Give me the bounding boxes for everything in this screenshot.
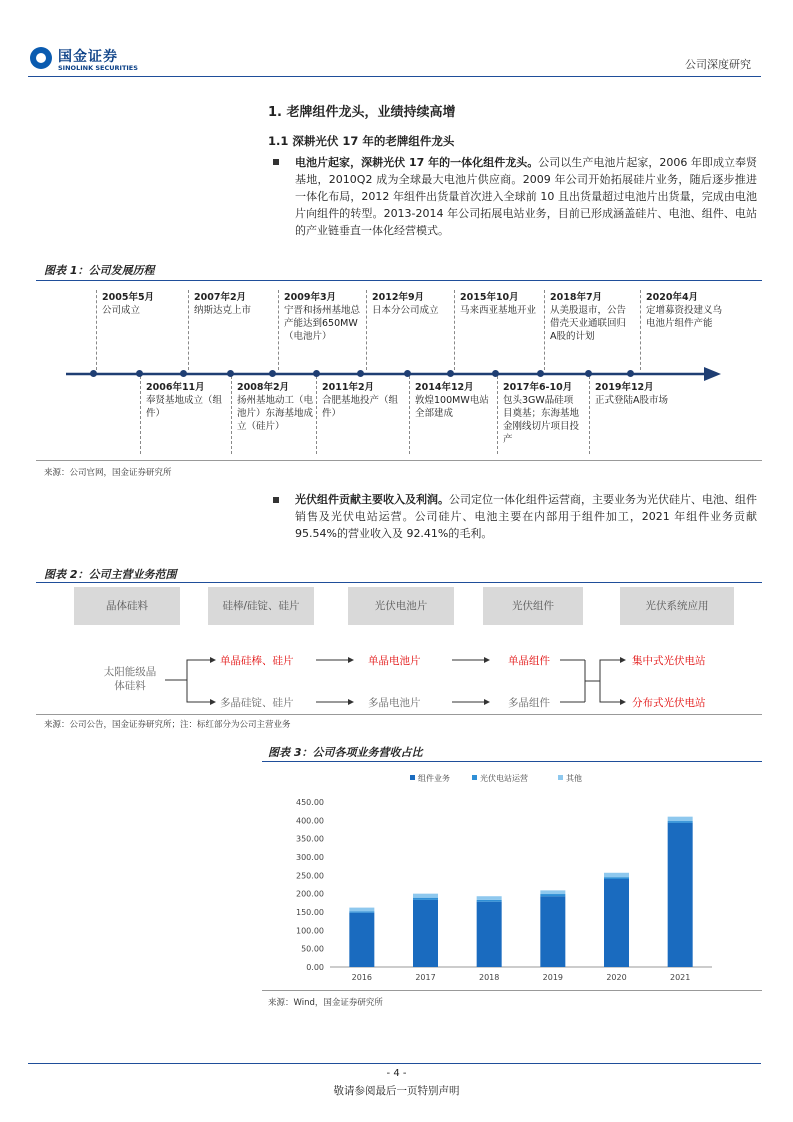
fig3-top-rule	[262, 761, 762, 762]
y-tick-label: 150.00	[296, 908, 324, 917]
event-date: 2012年9月	[372, 292, 425, 303]
bar-segment-1	[668, 821, 693, 823]
timeline-top-event	[284, 291, 362, 343]
bar-segment-0	[668, 823, 693, 967]
bar-segment-1	[477, 900, 502, 902]
event-date: 2017年6-10月	[503, 382, 573, 393]
event-date: 2011年2月	[322, 382, 375, 393]
event-text: 马来西亚基地开业	[460, 305, 537, 316]
timeline-guide	[366, 290, 367, 370]
bar-segment-2	[540, 890, 565, 894]
timeline-bottom-event	[237, 381, 315, 433]
timeline-top-event	[194, 291, 272, 317]
timeline-dot	[447, 370, 454, 377]
central-plant: 集中式光伏电站	[632, 655, 706, 667]
timeline-guide	[589, 376, 590, 454]
bar-segment-2	[477, 896, 502, 900]
timeline-guide	[188, 290, 189, 370]
event-text: 包头3GW晶硅项目奠基；东海基地金刚线切片项目投产	[503, 395, 580, 445]
timeline-dot	[627, 370, 634, 377]
report-type: 公司深度研究	[685, 58, 751, 71]
stage-box-1: 晶体硅料	[74, 587, 180, 625]
timeline-dot	[269, 370, 276, 377]
multi-cell: 多晶电池片	[368, 697, 421, 709]
timeline-guide	[454, 290, 455, 370]
bar-segment-1	[540, 894, 565, 896]
timeline-guide	[544, 290, 545, 370]
y-tick-label: 400.00	[296, 816, 324, 826]
timeline-guide	[640, 290, 641, 370]
fig2-title: 图表 2：公司主营业务范围	[44, 568, 177, 581]
paragraph-1: 电池片起家，深耕光伏 17 年的一体化组件龙头。公司以生产电池片起家，2006 年即成立奉贤基地，2010Q2 成为全球最大电池片供应商。2009 年公司开始拓展硅片业务，随后逐步推进一体化布局，2012 年组件出货量首次进入全球前 10 且出货量超过电池片出货量，完成由电池片向组件的转型。2013-2014 年公司拓展电站业务，目前已形成涵盖硅片、电池、组件、电站的产业链垂直一体化经营模式。	[295, 156, 757, 237]
fig3-title: 图表 3：公司各项业务营收占比	[268, 746, 423, 759]
legend-label: 光伏电站运营	[480, 774, 528, 783]
footer-divider	[28, 1063, 761, 1064]
event-text: 正式登陆A股市场	[595, 395, 668, 406]
bar-segment-1	[349, 911, 374, 912]
timeline-top-event	[550, 291, 628, 343]
event-date: 2015年10月	[460, 292, 519, 303]
bar-segment-0	[540, 896, 565, 967]
y-tick-label: 300.00	[296, 853, 324, 862]
timeline-top-event	[646, 291, 724, 330]
subsection-title: 1.1 深耕光伏 17 年的老牌组件龙头	[268, 134, 455, 148]
event-date: 2020年4月	[646, 292, 699, 303]
timeline-bottom-event	[146, 381, 224, 420]
y-tick-label: 0.00	[306, 963, 324, 972]
stage-box-2: 硅棒/硅锭、硅片	[208, 587, 314, 625]
timeline-guide	[96, 290, 97, 370]
stage-box-4: 光伏组件	[483, 587, 583, 625]
timeline-dot	[180, 370, 187, 377]
mono-module: 单晶组件	[508, 655, 550, 667]
timeline-guide	[497, 376, 498, 454]
fig1-bottom-rule	[36, 460, 762, 461]
mono-cell: 单晶电池片	[368, 655, 421, 667]
event-date: 2008年2月	[237, 382, 290, 393]
event-text: 敦煌100MW电站全部建成	[415, 395, 489, 419]
page-number: - 4 -	[386, 1068, 407, 1079]
timeline-guide	[231, 376, 232, 454]
bullet-icon	[273, 497, 279, 503]
event-date: 2014年12月	[415, 382, 474, 393]
fig3-bottom-rule	[262, 990, 762, 991]
x-tick-label: 2021	[669, 973, 691, 982]
revenue-chart	[262, 764, 762, 990]
legend-swatch	[472, 775, 477, 780]
x-tick-label: 2020	[606, 973, 627, 982]
event-text: 从美股退市，公告借壳天业通联回归A股的计划	[550, 305, 627, 342]
distributed-plant: 分布式光伏电站	[632, 697, 706, 709]
timeline	[0, 0, 793, 460]
timeline-dot	[492, 370, 499, 377]
event-date: 2009年3月	[284, 292, 337, 303]
bar-segment-2	[349, 908, 374, 912]
timeline-dot	[313, 370, 320, 377]
flow-start: 太阳能级晶体硅料	[103, 666, 157, 692]
timeline-guide	[409, 376, 410, 454]
bar-segment-2	[413, 894, 438, 898]
timeline-top-event	[372, 291, 450, 317]
event-text: 纳斯达克上市	[194, 305, 252, 316]
timeline-top-event	[102, 291, 180, 317]
y-tick-label: 100.00	[296, 926, 324, 936]
legend-swatch	[558, 775, 563, 780]
x-tick-label: 2016	[351, 973, 373, 982]
bar-segment-0	[477, 902, 502, 967]
event-text: 宁晋和扬州基地总产能达到650MW（电池片）	[284, 305, 361, 342]
timeline-dot	[90, 370, 97, 377]
disclaimer-note: 敬请参阅最后一页特别声明	[333, 1085, 460, 1097]
y-tick-label: 450.00	[296, 798, 324, 807]
timeline-bottom-event	[595, 381, 673, 407]
event-date: 2005年5月	[102, 292, 155, 303]
timeline-guide	[278, 290, 279, 370]
bar-segment-0	[413, 900, 438, 967]
bar-segment-1	[413, 898, 438, 900]
x-tick-label: 2018	[478, 973, 500, 982]
y-tick-label: 50.00	[301, 944, 324, 954]
bar-segment-0	[604, 879, 629, 967]
event-date: 2006年11月	[146, 382, 205, 393]
legend-label: 组件业务	[418, 774, 450, 783]
timeline-bottom-event	[415, 381, 493, 420]
event-text: 扬州基地动工（电池片）东海基地成立（硅片）	[237, 395, 314, 432]
timeline-guide	[140, 376, 141, 454]
timeline-dot	[404, 370, 411, 377]
fig3-source: 来源：Wind，国金证券研究所	[268, 998, 383, 1008]
bar-segment-2	[604, 873, 629, 877]
event-text: 日本分公司成立	[372, 305, 439, 316]
legend-label: 其他	[566, 774, 582, 783]
timeline-bottom-event	[322, 381, 400, 420]
event-date: 2007年2月	[194, 292, 247, 303]
timeline-dot	[537, 370, 544, 377]
legend-swatch	[410, 775, 415, 780]
logo-name-en: SINOLINK SECURITIES	[58, 64, 138, 72]
y-tick-label: 350.00	[296, 834, 324, 844]
event-date: 2018年7月	[550, 292, 603, 303]
x-tick-label: 2019	[542, 973, 564, 982]
logo-name: 国金证券	[58, 49, 118, 65]
timeline-dot	[136, 370, 143, 377]
event-text: 定增募资投建义乌电池片组件产能	[646, 305, 723, 329]
timeline-guide	[316, 376, 317, 454]
event-text: 奉贤基地成立（组件）	[146, 395, 223, 419]
timeline-dot	[357, 370, 364, 377]
event-text: 公司成立	[102, 305, 141, 316]
stage-box-3: 光伏电池片	[348, 587, 454, 625]
bar-segment-2	[668, 817, 693, 821]
stage-box-5: 光伏系统应用	[620, 587, 734, 625]
timeline-dot	[227, 370, 234, 377]
timeline-dot	[585, 370, 592, 377]
fig2-top-rule	[36, 582, 762, 583]
fig2-source: 来源：公司公告，国金证券研究所；注：标红部分为公司主营业务	[44, 720, 291, 730]
bar-segment-1	[604, 877, 629, 879]
fig1-source: 来源：公司官网，国金证券研究所	[44, 468, 172, 478]
y-tick-label: 250.00	[296, 871, 324, 881]
timeline-bottom-event	[503, 381, 581, 446]
bar-segment-0	[349, 913, 374, 967]
event-date: 2019年12月	[595, 382, 654, 393]
x-tick-label: 2017	[415, 973, 436, 982]
fig2-bottom-rule	[36, 714, 762, 715]
multi-module: 多晶组件	[508, 697, 550, 709]
timeline-top-event	[460, 291, 538, 317]
event-text: 合肥基地投产（组件）	[322, 395, 399, 419]
y-tick-label: 200.00	[296, 889, 324, 899]
multi-wafer: 多晶硅锭、硅片	[220, 697, 294, 709]
section-title: 1. 老牌组件龙头，业绩持续高增	[268, 105, 456, 120]
fig1-title: 图表 1：公司发展历程	[44, 264, 155, 277]
paragraph-2: 光伏组件贡献主要收入及利润。公司定位一体化组件运营商，主要业务为光伏硅片、电池、组件销售及光伏电站运营。公司硅片、电池主要在内部用于组件加工，2021 年组件业务贡献 95.54%的营业收入及 92.41%的毛利。	[295, 493, 757, 540]
mono-wafer: 单晶硅棒、硅片	[220, 655, 294, 667]
